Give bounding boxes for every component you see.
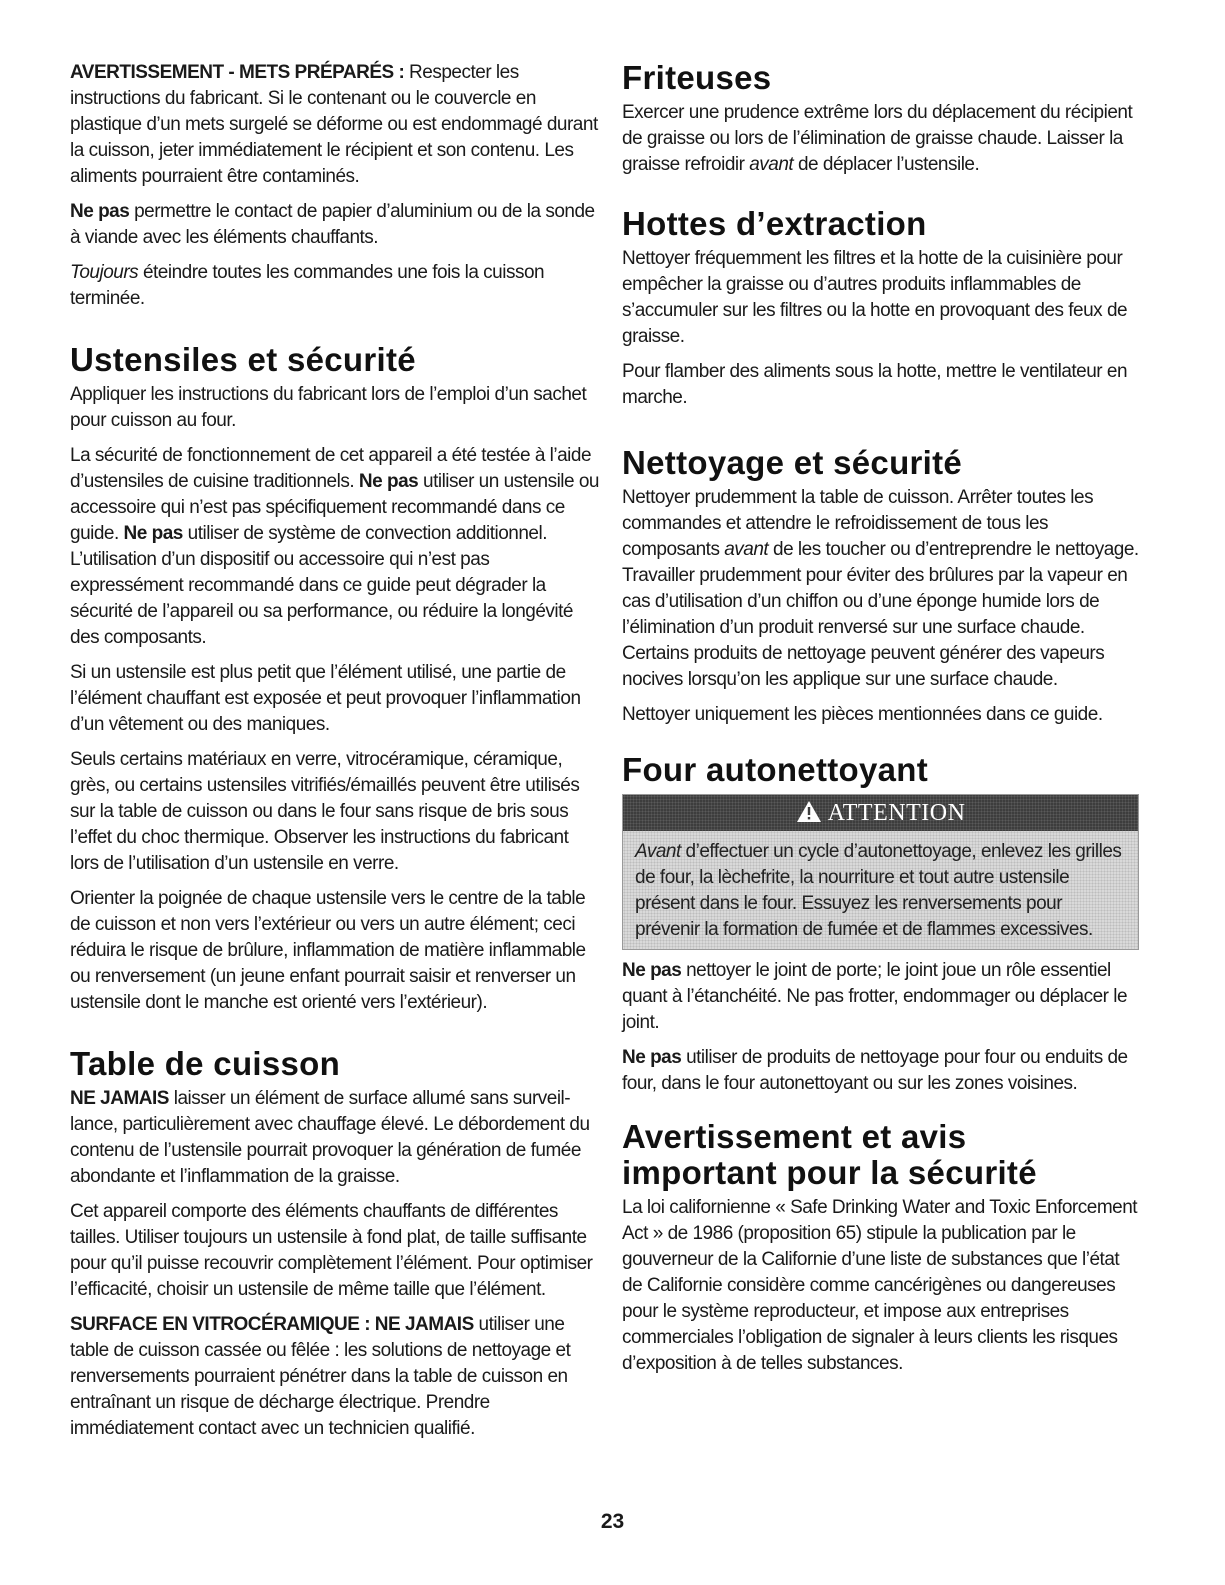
hoods-p2: Pour flamber des aliments sous la hotte, mettre le ventilateur en marche. bbox=[622, 361, 1128, 408]
warning-notice-heading bbox=[622, 1119, 1142, 1191]
fryers-p1-a: Exercer une prudence extrême lors du déplacement du récipient de graisse ou lors de l’élimination de graisse chaude. Laisser la graisse refroidir bbox=[622, 102, 1133, 175]
utensils-p1: Appliquer les instructions du fabricant lors de l’emploi d’un sachet pour cuisson au four. bbox=[70, 384, 587, 431]
warning-notice-heading-line1: Avertissement et avis bbox=[622, 1118, 967, 1155]
cooktop-p3-lead: SURFACE EN VITROCÉRAMIQUE : NE JAMAIS bbox=[70, 1314, 474, 1335]
controls-off-paragraph bbox=[70, 260, 600, 312]
foil-warning-paragraph bbox=[70, 199, 600, 251]
utensils-p2 bbox=[70, 443, 600, 651]
cooktop-p1 bbox=[70, 1086, 600, 1190]
fryers-p1-b: de déplacer l’ustensile. bbox=[793, 154, 980, 175]
warning-notice-p1: La loi californienne « Safe Drinking Water and Toxic Enforcement Act » de 1986 (proposition 65) stipule la publication par le gouverneur de la Californie d’une liste de substances que l’état de Californie considère comme cancérigènes ou dangereuses pour le système reproducteur, et impose aux entreprises commerciales l’obligation de signaler à leurs clients les risques d’exposition à de telles substances. bbox=[622, 1197, 1138, 1374]
cleaning-p1-a: Nettoyer prudemment la table de cuisson. Arrêter toutes les commandes et attendre le refroidissement de tous les composants bbox=[622, 487, 1094, 560]
warning-triangle-icon bbox=[796, 798, 822, 834]
caution-text bbox=[623, 831, 1138, 949]
caution-box bbox=[622, 794, 1139, 950]
utensils-p2-c: utiliser un ustensile ou accessoire qui n’est pas spécifiquement recommandé dans ce guide. bbox=[70, 471, 599, 544]
utensils-safety-heading: Ustensiles et sécurité bbox=[70, 341, 416, 378]
cleaning-p2: Nettoyer uniquement les pièces mentionnées dans ce guide. bbox=[622, 704, 1103, 725]
self-clean-heading: Four autonettoyant bbox=[622, 751, 929, 788]
cooktop-p1-text: laisser un élément de surface allumé sans surveil-lance, particulièrement avec chauffage élevé. Le débordement du contenu de l’ustensile pourrait provoquer la génération de fumée abondante et l’inflammation de la graisse. bbox=[70, 1088, 590, 1187]
utensils-p2-e: utiliser de système de convection additionnel. L’utilisation d’un dispositif ou accessoire qui n’est pas expressément recommandé dans ce guide peut dégrader la sécurité de l’appareil ou sa performance, ou réduire la longévité des composants. bbox=[70, 523, 573, 648]
cooktop-p2: Cet appareil comporte des éléments chauffants de différentes tailles. Utiliser toujours un ustensile à fond plat, de taille suffisante pour qu’il puisse recouvrir complètement l’élément. Pour optimiser l’efficacité, choisir un ustensile de même taille que l’élément. bbox=[70, 1201, 593, 1300]
page-number: 23 bbox=[600, 1510, 625, 1533]
fryers-heading: Friteuses bbox=[622, 59, 772, 96]
self-clean-p1-lead: Ne pas bbox=[622, 960, 682, 981]
warning-notice-heading-line2: important pour la sécurité bbox=[622, 1154, 1037, 1191]
hoods-p1: Nettoyer fréquemment les filtres et la hotte de la cuisinière pour empêcher la graisse ou d’autres produits inflammables de s’accumuler sur les filtres ou la hotte en provoquant des feux de graisse. bbox=[622, 248, 1128, 347]
utensils-p2-b: Ne pas bbox=[358, 471, 419, 492]
self-clean-p2-text: utiliser de produits de nettoyage pour four ou enduits de four, dans le four autonettoyant ou sur les zones voisines. bbox=[622, 1047, 1128, 1094]
meals-warning-lead: AVERTISSEMENT - METS PRÉPARÉS : bbox=[70, 62, 405, 83]
utensils-p2-d: Ne pas bbox=[123, 523, 183, 544]
foil-warning-lead: Ne pas bbox=[70, 201, 130, 222]
self-clean-p2-lead: Ne pas bbox=[622, 1047, 682, 1068]
cooktop-p3-text: utiliser une table de cuisson cassée ou fêlée : les solutions de nettoyage et renversements pourraient pénétrer dans la table de cuisson en entraînant un risque de décharge électrique. Prendre immédiatement contact avec un technicien qualifié. bbox=[70, 1314, 571, 1439]
controls-off-emphasis: Toujours bbox=[70, 262, 139, 283]
fryers-p1 bbox=[622, 100, 1142, 178]
utensils-p5: Orienter la poignée de chaque ustensile vers le centre de la table de cuisson et non vers l’extérieur ou vers un autre élément; ceci réduira le risque de brûlure, inflammation de matière inflammable ou renversement (un jeune enfant pourrait saisir et renverser un ustensile dont le manche est orienté vers l’extérieur). bbox=[70, 888, 586, 1013]
right-column bbox=[622, 60, 1142, 1386]
cooktop-p3 bbox=[70, 1312, 600, 1442]
controls-off-text: éteindre toutes les commandes une fois la cuisson terminée. bbox=[70, 262, 545, 309]
cleaning-p1-b: de les toucher ou d’entreprendre le nettoyage. Travailler prudemment pour éviter des brûlures par la vapeur en cas d’utilisation d’un chiffon ou d’une éponge humide lors de l’élimination d’un produit renversé sur une surface chaude. Certains produits de nettoyage peuvent générer des vapeurs nocives lorsqu’on les applique sur une surface chaude. bbox=[622, 539, 1139, 690]
cooktop-p1-lead: NE JAMAIS bbox=[70, 1088, 169, 1109]
foil-warning-text: permettre le contact de papier d’aluminium ou de la sonde à viande avec les éléments chauffants. bbox=[70, 201, 595, 248]
cooktop-heading: Table de cuisson bbox=[70, 1045, 341, 1082]
left-column bbox=[70, 60, 600, 1451]
caution-body: d’effectuer un cycle d’autonettoyage, enlevez les grilles de four, la lèchefrite, la nourriture et tout autre ustensile présent dans le four. Essuyez les renversements pour prévenir la formation de fumée et de flammes excessives. bbox=[635, 841, 1122, 940]
cleaning-safety-heading: Nettoyage et sécurité bbox=[622, 444, 963, 481]
utensils-p3: Si un ustensile est plus petit que l’élément utilisé, une partie de l’élément chauffant est exposée et peut provoquer l’inflammation d’un vêtement ou des maniques. bbox=[70, 662, 581, 735]
utensils-p2-a: La sécurité de fonctionnement de cet appareil a été testée à l’aide d’ustensiles de cuisine traditionnels. bbox=[70, 445, 592, 492]
self-clean-p1-text: nettoyer le joint de porte; le joint joue un rôle essentiel quant à l’étanchéité. Ne pas frotter, endommager ou déplacer le joint. bbox=[622, 960, 1128, 1033]
cleaning-p1-emphasis: avant bbox=[724, 539, 769, 560]
caution-title: ATTENTION bbox=[827, 800, 966, 826]
self-clean-p2 bbox=[622, 1045, 1142, 1097]
meals-warning-paragraph bbox=[70, 60, 600, 190]
caution-emphasis: Avant bbox=[635, 841, 681, 862]
fryers-p1-emphasis: avant bbox=[749, 154, 794, 175]
caution-header bbox=[623, 795, 1138, 831]
utensils-p4: Seuls certains matériaux en verre, vitrocéramique, céramique, grès, ou certains ustensiles vitrifiés/émaillés peuvent être utilisés sur la table de cuisson ou dans le four sans risque de bris sous l’effet du choc thermique. Observer les instructions du fabricant lors de l’utilisation d’un ustensile en verre. bbox=[70, 749, 580, 874]
self-clean-p1 bbox=[622, 958, 1142, 1036]
hoods-heading: Hottes d’extraction bbox=[622, 205, 927, 242]
cleaning-p1 bbox=[622, 485, 1142, 693]
meals-warning-text: Respecter les instructions du fabricant. Si le contenant ou le couvercle en plastique d’un mets surgelé se déforme ou est endommagé durant la cuisson, jeter immédiatement le récipient et son contenu. Les aliments pourraient être contaminés. bbox=[70, 62, 598, 187]
